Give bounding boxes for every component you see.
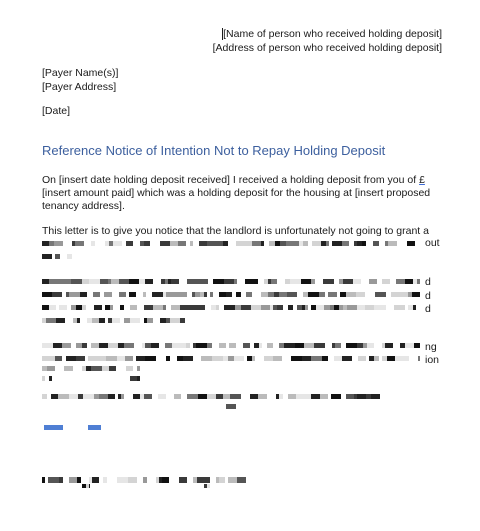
redaction-block	[290, 279, 301, 284]
redaction-block	[322, 356, 328, 361]
redaction-block	[383, 305, 386, 310]
redaction-block	[316, 305, 324, 310]
redaction-block	[358, 356, 366, 361]
redaction-block	[273, 356, 282, 361]
redaction-block	[252, 356, 255, 361]
redaction-block	[77, 477, 81, 483]
redaction-block	[42, 292, 52, 297]
redaction-block	[334, 356, 342, 361]
redaction-block	[133, 394, 140, 399]
redaction-block	[216, 394, 223, 399]
redaction-block	[109, 366, 116, 371]
redaction-block	[108, 394, 115, 399]
redaction-block	[305, 305, 308, 310]
redaction-block	[311, 394, 320, 399]
redaction-block	[165, 343, 172, 348]
redaction-block	[110, 305, 113, 310]
redaction-block	[405, 343, 414, 348]
redaction-block	[223, 241, 228, 246]
redaction-block	[374, 305, 383, 310]
redaction-block	[296, 394, 304, 399]
redaction-block	[229, 343, 236, 348]
redaction-block	[130, 376, 137, 381]
redaction-block	[259, 343, 262, 348]
redaction-block	[119, 292, 126, 297]
redaction-block	[166, 292, 176, 297]
redaction-block	[56, 318, 65, 323]
redaction-block	[304, 394, 311, 399]
redaction-block	[99, 318, 105, 323]
redaction-block	[100, 279, 108, 284]
redaction-block	[204, 477, 210, 483]
redaction-block	[251, 305, 261, 310]
redaction-block	[197, 477, 204, 483]
redaction-block	[52, 292, 62, 297]
redaction-block	[45, 356, 55, 361]
redaction-block	[311, 279, 315, 284]
redaction-block	[128, 477, 137, 483]
redaction-block	[136, 356, 145, 361]
visible-fragment: ion	[425, 354, 440, 366]
redaction-block	[55, 254, 60, 259]
redaction-block	[346, 343, 357, 348]
pound-sign: £	[419, 174, 425, 186]
redaction-block	[342, 241, 349, 246]
redaction-block	[226, 404, 236, 409]
redaction-block	[75, 241, 84, 246]
visible-fragment: ng	[425, 341, 437, 353]
redaction-block	[144, 241, 150, 246]
redaction-block	[187, 394, 198, 399]
redaction-block	[71, 279, 82, 284]
redaction-block	[99, 343, 108, 348]
redaction-block	[241, 241, 252, 246]
redaction-block	[228, 477, 237, 483]
redaction-block	[243, 477, 246, 483]
redaction-block	[163, 305, 166, 310]
redaction-block	[216, 305, 219, 310]
redaction-block	[369, 279, 377, 284]
redaction-block	[279, 394, 283, 399]
redaction-block	[394, 305, 405, 310]
redaction-block	[224, 305, 235, 310]
visible-fragment: out	[425, 237, 440, 249]
redaction-block	[94, 305, 102, 310]
redaction-block	[241, 305, 251, 310]
visible-fragment: d	[425, 276, 431, 288]
redaction-block	[342, 356, 352, 361]
redaction-block	[111, 279, 119, 284]
redaction-block	[291, 356, 302, 361]
redaction-block	[99, 394, 108, 399]
payer-address: [Payer Address]	[42, 81, 117, 93]
redaction-block	[80, 292, 87, 297]
redaction-block	[414, 343, 420, 348]
redaction-block	[331, 394, 341, 399]
visible-fragment: d	[425, 303, 431, 315]
redaction-block	[252, 279, 258, 284]
redaction-block	[387, 356, 395, 361]
redaction-block	[126, 366, 133, 371]
redaction-block	[357, 305, 365, 310]
redaction-block	[174, 394, 181, 399]
redaction-block	[261, 305, 270, 310]
redaction-block	[199, 241, 207, 246]
redaction-block	[88, 356, 98, 361]
redaction-block	[219, 477, 225, 483]
redaction-block	[258, 394, 267, 399]
redaction-block	[120, 305, 124, 310]
redaction-block	[226, 292, 232, 297]
redaction-block	[106, 356, 117, 361]
redaction-block	[204, 292, 207, 297]
paragraph-text: On [insert date holding deposit received] I received a holding deposit from you of	[42, 174, 420, 186]
redaction-block	[405, 279, 413, 284]
redaction-block	[371, 394, 380, 399]
redaction-block	[319, 292, 325, 297]
redaction-block	[69, 394, 78, 399]
redaction-block	[289, 241, 299, 246]
redaction-block	[143, 477, 147, 483]
redaction-block	[170, 318, 180, 323]
redaction-block	[117, 477, 128, 483]
redaction-block	[143, 292, 146, 297]
redaction-block	[160, 241, 170, 246]
redaction-block	[171, 305, 180, 310]
redaction-block	[312, 292, 319, 297]
redaction-block	[201, 356, 212, 361]
redaction-block	[180, 305, 191, 310]
redaction-block	[353, 279, 361, 284]
redaction-block	[59, 477, 63, 483]
redaction-block	[166, 477, 169, 483]
redaction-block	[171, 279, 179, 284]
redaction-block	[335, 343, 341, 348]
redaction-block	[223, 394, 230, 399]
redaction-block	[395, 356, 402, 361]
redaction-block	[207, 484, 210, 488]
redaction-block	[196, 343, 207, 348]
payer-names: [Payer Name(s)]	[42, 67, 119, 79]
redaction-block	[187, 279, 198, 284]
redaction-block	[130, 318, 140, 323]
redaction-block	[119, 279, 129, 284]
redaction-block	[98, 356, 106, 361]
redaction-block	[234, 356, 244, 361]
redaction-block	[158, 394, 166, 399]
redaction-block	[412, 292, 420, 297]
redaction-block	[190, 241, 193, 246]
redaction-block	[261, 292, 268, 297]
paragraph-notice: This letter is to give you notice that the landlord is unfortunately not going to grant a	[42, 225, 429, 237]
redaction-block	[267, 343, 273, 348]
redaction-block	[137, 366, 140, 371]
redaction-block	[413, 305, 416, 310]
redaction-block	[207, 394, 216, 399]
redaction-block	[42, 254, 52, 259]
redaction-block	[245, 279, 252, 284]
redaction-block	[391, 292, 402, 297]
redaction-block	[213, 241, 223, 246]
redaction-block	[124, 343, 134, 348]
redaction-block	[356, 292, 365, 297]
redaction-block	[145, 356, 156, 361]
redaction-block	[42, 376, 45, 381]
redaction-block	[152, 292, 163, 297]
redaction-block	[91, 366, 102, 371]
redaction-block	[48, 477, 59, 483]
redaction-block	[42, 305, 49, 310]
redaction-block	[47, 366, 55, 371]
redaction-block	[147, 318, 153, 323]
redaction-block	[374, 356, 379, 361]
redaction-block	[82, 279, 89, 284]
redaction-block	[144, 394, 152, 399]
redaction-block	[57, 241, 63, 246]
redaction-block	[93, 292, 100, 297]
redaction-block	[312, 241, 321, 246]
redaction-block	[288, 305, 293, 310]
redaction-block	[137, 376, 140, 381]
redaction-block	[166, 356, 170, 361]
redaction-block	[83, 394, 94, 399]
redaction-block	[407, 241, 415, 246]
redaction-block	[76, 356, 85, 361]
redaction-block	[42, 394, 47, 399]
redaction-block	[112, 318, 120, 323]
redaction-block	[198, 394, 207, 399]
redaction-block	[49, 376, 52, 381]
redaction-block	[179, 477, 187, 483]
redaction-block	[301, 279, 311, 284]
redaction-block	[129, 292, 136, 297]
sender-address: [Address of person who received holding deposit]	[212, 42, 442, 54]
redaction-block	[279, 292, 287, 297]
redaction-block	[365, 305, 374, 310]
redaction-block	[388, 241, 397, 246]
redaction-block	[417, 279, 420, 284]
redaction-block	[328, 292, 337, 297]
redaction-block	[170, 241, 178, 246]
redaction-block	[314, 343, 325, 348]
redaction-block	[219, 343, 226, 348]
redaction-block	[315, 356, 322, 361]
redaction-block	[213, 279, 224, 284]
redaction-block	[102, 366, 109, 371]
redaction-block	[402, 356, 409, 361]
redaction-block	[49, 279, 60, 284]
redaction-block	[284, 343, 295, 348]
redaction-block	[53, 343, 62, 348]
redaction-block	[178, 241, 186, 246]
redaction-block	[264, 356, 273, 361]
redaction-block	[323, 279, 334, 284]
redaction-block	[288, 394, 296, 399]
redaction-block	[92, 318, 99, 323]
redaction-block	[42, 343, 53, 348]
redaction-block	[195, 305, 205, 310]
redaction-block	[332, 241, 342, 246]
redaction-block	[246, 292, 252, 297]
redaction-block	[67, 254, 72, 259]
redaction-block	[91, 343, 99, 348]
redaction-block	[271, 279, 277, 284]
redaction-block	[347, 305, 357, 310]
redaction-block	[357, 394, 366, 399]
redaction-block	[126, 241, 133, 246]
redaction-block	[172, 343, 183, 348]
redaction-block	[113, 241, 122, 246]
redaction-block	[42, 477, 45, 483]
redaction-block	[302, 356, 311, 361]
document-title: Reference Notice of Intention Not to Repay Holding Deposit	[42, 143, 386, 158]
visible-fragment: d	[425, 290, 431, 302]
redaction-block	[382, 279, 390, 284]
redaction-block	[69, 477, 77, 483]
redaction-block	[82, 305, 86, 310]
redaction-block	[145, 279, 153, 284]
redaction-block	[236, 292, 241, 297]
redaction-block	[198, 279, 208, 284]
redaction-block	[104, 292, 112, 297]
redaction-block	[346, 394, 354, 399]
redaction-block	[125, 356, 133, 361]
redaction-block	[367, 343, 374, 348]
redaction-block	[183, 356, 193, 361]
redaction-block	[129, 279, 139, 284]
redaction-block	[250, 394, 258, 399]
letter-date: [Date]	[42, 105, 71, 117]
redaction-block	[144, 305, 153, 310]
redaction-block	[346, 292, 356, 297]
sender-name: [Name of person who received holding deposit]	[223, 28, 442, 40]
redaction-block	[295, 343, 304, 348]
redaction-block	[320, 394, 328, 399]
redaction-block	[89, 484, 90, 488]
redaction-block	[230, 394, 241, 399]
redaction-block	[66, 356, 76, 361]
redaction-block	[59, 305, 67, 310]
redaction-block	[91, 241, 95, 246]
redaction-block	[180, 318, 185, 323]
redaction-block	[418, 356, 420, 361]
redaction-block	[304, 343, 314, 348]
redaction-block	[303, 241, 308, 246]
redaction-block	[108, 343, 118, 348]
redaction-block	[207, 343, 212, 348]
redaction-block	[103, 477, 107, 483]
redaction-block	[77, 318, 80, 323]
redaction-block	[176, 292, 187, 297]
redaction-block	[375, 292, 386, 297]
redaction-block	[58, 394, 69, 399]
redaction-block	[62, 343, 71, 348]
redaction-block	[212, 356, 223, 361]
redaction-block	[326, 241, 329, 246]
redaction-block	[243, 343, 250, 348]
redaction-block	[89, 279, 100, 284]
redaction-block	[210, 292, 213, 297]
redaction-block	[64, 366, 73, 371]
redaction-block	[88, 425, 101, 430]
redaction-block	[51, 394, 58, 399]
redaction-block	[343, 279, 353, 284]
redaction-block	[55, 356, 62, 361]
redaction-block	[287, 292, 297, 297]
redaction-block	[42, 279, 49, 284]
redaction-block	[396, 279, 405, 284]
redaction-block	[151, 343, 159, 348]
redaction-block	[373, 241, 379, 246]
redaction-block	[46, 318, 56, 323]
paragraph-text: [insert amount paid] which was a holding deposit for the housing at [insert proposed tenancy address].	[42, 187, 431, 212]
redaction-block	[252, 241, 261, 246]
redaction-block	[60, 279, 71, 284]
redaction-block	[121, 394, 124, 399]
redaction-block	[186, 343, 190, 348]
redaction-block	[234, 279, 237, 284]
redaction-block	[277, 305, 283, 310]
redaction-block	[153, 305, 163, 310]
redaction-block	[362, 241, 366, 246]
redaction-block	[42, 241, 49, 246]
redaction-block	[69, 292, 80, 297]
redaction-block	[385, 343, 393, 348]
redaction-block	[82, 343, 87, 348]
redaction-block	[49, 305, 56, 310]
redaction-block	[261, 241, 264, 246]
redaction-block	[219, 292, 226, 297]
redaction-block	[44, 425, 63, 430]
redaction-block	[96, 477, 99, 483]
redaction-block	[130, 305, 137, 310]
